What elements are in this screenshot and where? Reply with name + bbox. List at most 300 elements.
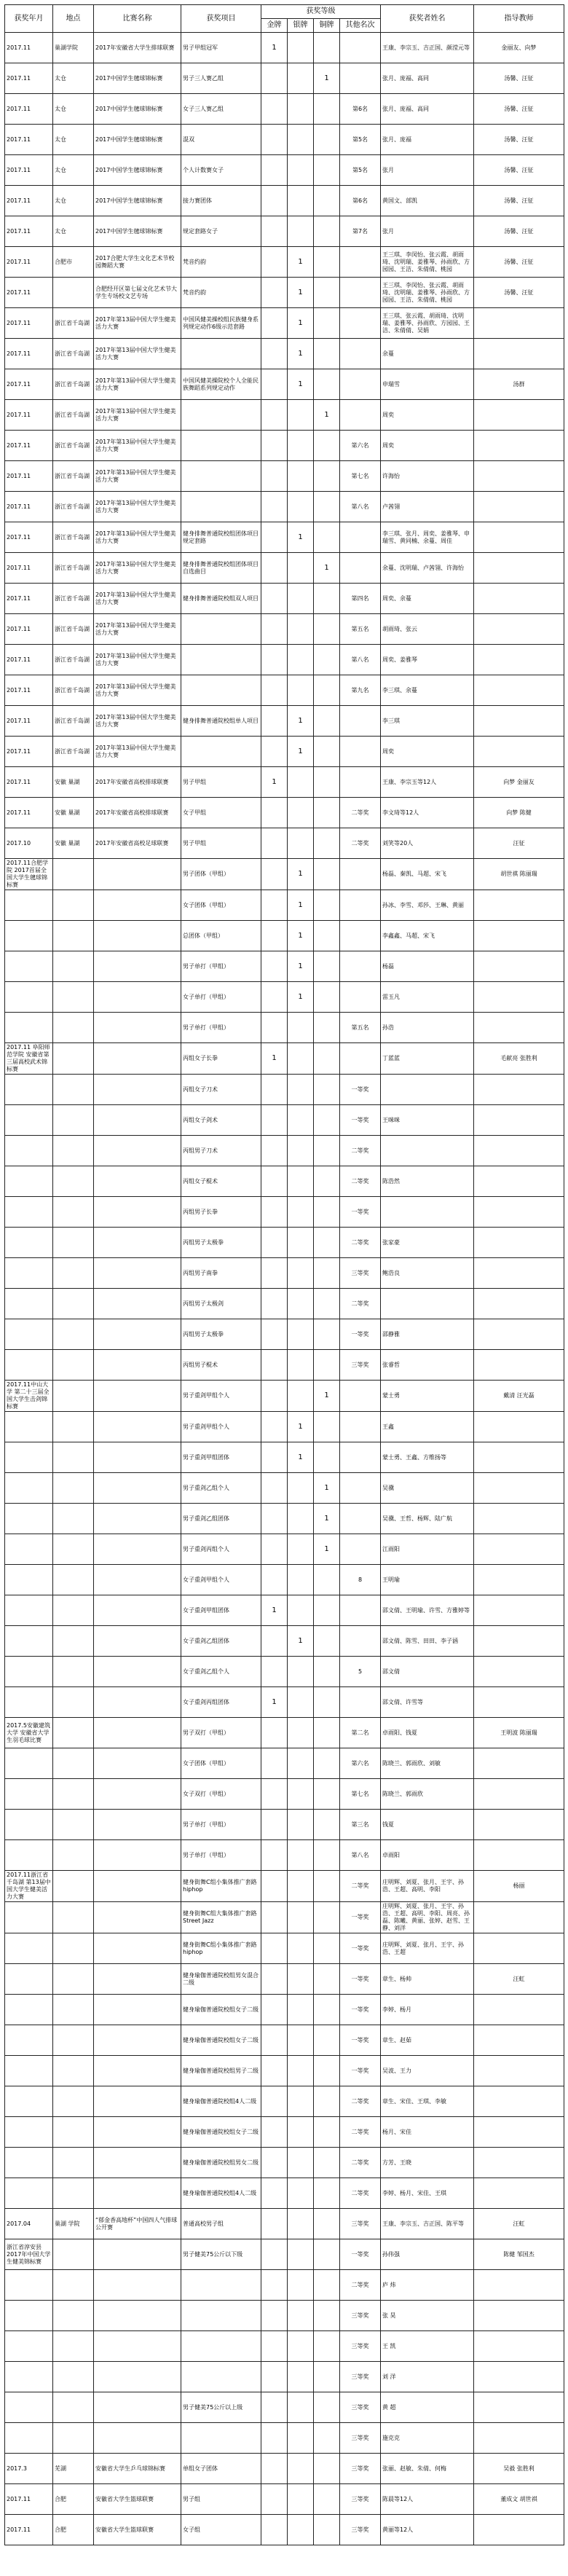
teachers-cell: 汪虹 (474, 1964, 564, 1995)
bronze-cell (314, 2392, 340, 2423)
teachers-cell: 汤馨、汪征 (474, 155, 564, 186)
bronze-cell (314, 2025, 340, 2056)
students-cell: 李三琪 (381, 706, 474, 737)
teachers-cell (474, 2362, 564, 2392)
event-cell: 2017年第13届中国大学生健美活力大赛 (94, 522, 181, 553)
table-row (5, 1136, 564, 1166)
gold-cell (261, 614, 288, 645)
silver-cell (288, 2025, 314, 2056)
table-row (5, 1473, 564, 1504)
project-cell: 健身瑜伽普通院校组女子二级 (181, 1995, 261, 2025)
gold-cell (261, 247, 288, 278)
project-cell: 男子健美75公斤以下级 (181, 2239, 261, 2270)
project-cell: 男子单打（甲组） (181, 1013, 261, 1043)
event-cell (94, 1319, 181, 1350)
table-row (5, 1105, 564, 1136)
silver-cell: 1 (288, 737, 314, 767)
event-cell: 2017年第13届中国大学生健美活力大赛 (94, 737, 181, 767)
gold-cell (261, 522, 288, 553)
event-cell (94, 1779, 181, 1810)
event-cell (94, 1166, 181, 1197)
place-cell: 太仓 (53, 125, 94, 155)
table-row (5, 247, 564, 278)
other-cell: 第八名 (340, 1840, 381, 1871)
other-cell (340, 859, 381, 890)
time-cell (5, 2025, 53, 2056)
table-row (5, 339, 564, 369)
table-row (5, 1748, 564, 1779)
gold-cell (261, 1289, 288, 1319)
place-cell (53, 2423, 94, 2454)
award-table-document (4, 4, 564, 2545)
students-cell: 黄丽等12人 (381, 2515, 474, 2545)
place-cell: 浙江省千岛湖 (53, 431, 94, 461)
bronze-cell (314, 1902, 340, 1933)
teachers-cell: 董成文 胡世祺 (474, 2484, 564, 2515)
project-cell: 丙组女子刀术 (181, 1075, 261, 1105)
students-cell: 周奕 (381, 400, 474, 431)
project-cell: 男子重剑乙组个人 (181, 1473, 261, 1504)
event-cell (94, 1933, 181, 1964)
students-cell: 吴骥 (381, 1473, 474, 1504)
other-cell: 第6名 (340, 186, 381, 216)
bronze-cell (314, 1075, 340, 1105)
table-row (5, 584, 564, 614)
teachers-cell (474, 553, 564, 584)
other-cell: 一等奖 (340, 2025, 381, 2056)
project-cell: 健身排舞普通院校组团体项目自选曲目 (181, 553, 261, 584)
students-cell: 王三琪、李闵怡、张云霞、胡雨琦、沈明瑞、姜雅琴、孙雨欣、方园园、王洁、朱倩倩、桃园 (381, 278, 474, 308)
students-cell: 王明瑜 (381, 1565, 474, 1595)
bronze-cell (314, 2301, 340, 2331)
bronze-cell (314, 890, 340, 921)
gold-cell (261, 1748, 288, 1779)
bronze-cell: 1 (314, 400, 340, 431)
project-cell: 男子健美75公斤以上级 (181, 2392, 261, 2423)
gold-cell (261, 1534, 288, 1565)
gold-cell (261, 982, 288, 1013)
time-cell (5, 1136, 53, 1166)
bronze-cell: 1 (314, 1381, 340, 1412)
project-cell: 丙组男子长拳 (181, 1197, 261, 1228)
time-cell: 2017.11 (5, 737, 53, 767)
time-cell: 2017.11浙江省千岛湖 第13届中国大学生健美活力大赛 (5, 1871, 53, 1902)
gold-cell (261, 828, 288, 859)
time-cell (5, 1902, 53, 1933)
event-cell (94, 982, 181, 1013)
project-cell: 女子双打（甲组） (181, 1779, 261, 1810)
project-cell: 健身排舞普通院校组单人项目 (181, 706, 261, 737)
silver-cell: 1 (288, 1442, 314, 1473)
header-event: 比赛名称 (94, 5, 181, 33)
project-cell: 健身瑜伽普通院校组4人二级 (181, 2086, 261, 2117)
silver-cell: 1 (288, 706, 314, 737)
project-cell: 丙组女子剑术 (181, 1105, 261, 1136)
students-cell: 余蔓、沈明瑞、卢茜翎、许海怡 (381, 553, 474, 584)
teachers-cell (474, 492, 564, 522)
bronze-cell (314, 2362, 340, 2392)
place-cell (53, 1565, 94, 1595)
project-cell: 健身瑜伽普通院校组男女二级 (181, 2148, 261, 2178)
project-cell: 健身瑜伽普通院校组男子二级 (181, 2056, 261, 2086)
project-cell: 中国风健美操校组民族健身系列规定动作6级示范套路 (181, 308, 261, 339)
time-cell: 2017.11 (5, 675, 53, 706)
bronze-cell (314, 706, 340, 737)
bronze-cell (314, 369, 340, 400)
project-cell: 规定套路女子 (181, 216, 261, 247)
gold-cell (261, 737, 288, 767)
project-cell: 女子重剑甲组个人 (181, 1565, 261, 1595)
gold-cell (261, 1381, 288, 1412)
project-cell (181, 431, 261, 461)
time-cell: 2017.11 (5, 125, 53, 155)
event-cell (94, 859, 181, 890)
event-cell (94, 2178, 181, 2209)
event-cell (94, 1687, 181, 1718)
place-cell: 浙江省千岛湖 (53, 461, 94, 492)
bronze-cell (314, 1043, 340, 1075)
silver-cell (288, 1718, 314, 1748)
other-cell: 一等奖 (340, 1995, 381, 2025)
other-cell: 第八名 (340, 492, 381, 522)
project-cell: 梵音约韵 (181, 278, 261, 308)
bronze-cell: 1 (314, 63, 340, 94)
other-cell: 三等奖 (340, 2392, 381, 2423)
students-cell: 杨磊 (381, 951, 474, 982)
event-cell (94, 2086, 181, 2117)
silver-cell (288, 1013, 314, 1043)
teachers-cell: 金丽友、向梦 (474, 33, 564, 63)
place-cell (53, 1166, 94, 1197)
place-cell (53, 1381, 94, 1412)
place-cell: 浙江省千岛湖 (53, 614, 94, 645)
place-cell: 浙江省千岛湖 (53, 645, 94, 675)
teachers-cell (474, 2270, 564, 2301)
gold-cell (261, 553, 288, 584)
silver-cell (288, 553, 314, 584)
bronze-cell (314, 2484, 340, 2515)
place-cell (53, 1534, 94, 1565)
table-row (5, 1412, 564, 1442)
award-table (4, 4, 564, 2545)
silver-cell (288, 492, 314, 522)
project-cell (181, 675, 261, 706)
other-cell: 第六名 (340, 1748, 381, 1779)
time-cell: 浙江省淳安县 2017年中国大学生健美锦标赛 (5, 2239, 53, 2270)
event-cell: 2017年第13届中国大学生健美活力大赛 (94, 675, 181, 706)
project-cell: 丙组男子刀术 (181, 1136, 261, 1166)
teachers-cell (474, 400, 564, 431)
gold-cell (261, 921, 288, 951)
students-cell: 章生、杨帅 (381, 1964, 474, 1995)
table-row (5, 1319, 564, 1350)
silver-cell (288, 1350, 314, 1381)
time-cell (5, 1687, 53, 1718)
event-cell (94, 1995, 181, 2025)
silver-cell (288, 1657, 314, 1687)
event-cell (94, 2025, 181, 2056)
gold-cell (261, 951, 288, 982)
bronze-cell (314, 1442, 340, 1473)
silver-cell (288, 2423, 314, 2454)
teachers-cell (474, 1902, 564, 1933)
teachers-cell (474, 1013, 564, 1043)
silver-cell (288, 1748, 314, 1779)
project-cell: 丙组女子棍术 (181, 1166, 261, 1197)
event-cell: 2017年第13届中国大学生健美活力大赛 (94, 431, 181, 461)
event-cell (94, 1013, 181, 1043)
teachers-cell (474, 1136, 564, 1166)
students-cell: 张月、庞福、高同 (381, 63, 474, 94)
place-cell (53, 1871, 94, 1902)
place-cell (53, 2178, 94, 2209)
students-cell: 邵静雅 (381, 1319, 474, 1350)
time-cell: 2017.11 (5, 155, 53, 186)
project-cell: 男子甲组 (181, 767, 261, 798)
event-cell (94, 1964, 181, 1995)
project-cell: 男子重剑丙组个人 (181, 1534, 261, 1565)
gold-cell (261, 1075, 288, 1105)
time-cell (5, 2331, 53, 2362)
teachers-cell (474, 1504, 564, 1534)
gold-cell (261, 1228, 288, 1258)
table-row (5, 798, 564, 828)
table-row (5, 1902, 564, 1933)
time-cell (5, 1748, 53, 1779)
gold-cell (261, 216, 288, 247)
table-row (5, 890, 564, 921)
table-row (5, 2239, 564, 2270)
table-row (5, 1964, 564, 1995)
silver-cell (288, 1258, 314, 1289)
table-row (5, 1595, 564, 1626)
place-cell (53, 1964, 94, 1995)
other-cell: 二等奖 (340, 1166, 381, 1197)
table-row (5, 982, 564, 1013)
place-cell: 太仓 (53, 155, 94, 186)
students-cell: 李文琦等12人 (381, 798, 474, 828)
event-cell: 2017中国学生毽球锦标赛 (94, 155, 181, 186)
place-cell (53, 1412, 94, 1442)
gold-cell (261, 2301, 288, 2331)
project-cell (181, 339, 261, 369)
students-cell: 张丽、赵敏、朱倩、何梅 (381, 2454, 474, 2484)
students-cell: 周奕 (381, 737, 474, 767)
event-cell: 2017年安徽省高校足球联赛 (94, 828, 181, 859)
bronze-cell (314, 2178, 340, 2209)
table-row (5, 859, 564, 890)
bronze-cell: 1 (314, 1473, 340, 1504)
gold-cell (261, 2209, 288, 2239)
event-cell (94, 2362, 181, 2392)
time-cell: 2017.11 (5, 614, 53, 645)
table-row (5, 369, 564, 400)
time-cell (5, 2148, 53, 2178)
project-cell (181, 737, 261, 767)
gold-cell (261, 1657, 288, 1687)
silver-cell (288, 828, 314, 859)
table-row (5, 614, 564, 645)
table-row (5, 2362, 564, 2392)
silver-cell (288, 186, 314, 216)
time-cell (5, 1197, 53, 1228)
silver-cell: 1 (288, 921, 314, 951)
silver-cell (288, 1933, 314, 1964)
table-row (5, 2025, 564, 2056)
project-cell (181, 2301, 261, 2331)
table-row (5, 2117, 564, 2148)
time-cell (5, 2178, 53, 2209)
event-cell (94, 2117, 181, 2148)
place-cell (53, 859, 94, 890)
silver-cell (288, 63, 314, 94)
project-cell: 健身瑜伽普通院校组女子二级 (181, 2025, 261, 2056)
other-cell: 第六名 (340, 431, 381, 461)
project-cell: 健身瑜伽普通院校组4人二级 (181, 2178, 261, 2209)
silver-cell (288, 1534, 314, 1565)
project-cell: 丙组男子太极拳 (181, 1228, 261, 1258)
time-cell (5, 1657, 53, 1687)
event-cell (94, 1657, 181, 1687)
table-row (5, 2331, 564, 2362)
event-cell (94, 1350, 181, 1381)
time-cell: 2017.11 (5, 247, 53, 278)
event-cell (94, 2148, 181, 2178)
event-cell (94, 1626, 181, 1657)
table-row (5, 522, 564, 553)
students-cell (381, 1136, 474, 1166)
bronze-cell (314, 737, 340, 767)
bronze-cell (314, 1166, 340, 1197)
place-cell (53, 1350, 94, 1381)
table-row (5, 1166, 564, 1197)
teachers-cell (474, 2025, 564, 2056)
bronze-cell (314, 951, 340, 982)
event-cell (94, 1136, 181, 1166)
teachers-cell: 汤馨、汪征 (474, 278, 564, 308)
bronze-cell (314, 1748, 340, 1779)
place-cell (53, 1748, 94, 1779)
silver-cell (288, 767, 314, 798)
bronze-cell: 1 (314, 1534, 340, 1565)
other-cell (340, 369, 381, 400)
other-cell (340, 1504, 381, 1534)
table-row (5, 1013, 564, 1043)
event-cell: 2017年第13届中国大学生健美活力大赛 (94, 645, 181, 675)
gold-cell: 1 (261, 1687, 288, 1718)
gold-cell (261, 2331, 288, 2362)
bronze-cell (314, 461, 340, 492)
event-cell: 2017年第13届中国大学生健美活力大赛 (94, 614, 181, 645)
table-row (5, 216, 564, 247)
silver-cell (288, 1043, 314, 1075)
gold-cell (261, 706, 288, 737)
table-row (5, 1534, 564, 1565)
bronze-cell (314, 1136, 340, 1166)
project-cell (181, 2362, 261, 2392)
event-cell: 2017年安徽省高校排球联赛 (94, 767, 181, 798)
event-cell: 2017年第13届中国大学生健美活力大赛 (94, 706, 181, 737)
students-cell: 张睿哲 (381, 1350, 474, 1381)
place-cell (53, 1043, 94, 1075)
time-cell: 2017.11 (5, 63, 53, 94)
bronze-cell: 1 (314, 553, 340, 584)
place-cell (53, 1105, 94, 1136)
teachers-cell (474, 1350, 564, 1381)
table-row (5, 921, 564, 951)
other-cell: 第四名 (340, 584, 381, 614)
time-cell: 2017.11 (5, 2515, 53, 2545)
time-cell: 2017.11 (5, 522, 53, 553)
table-row (5, 1626, 564, 1657)
bronze-cell (314, 982, 340, 1013)
place-cell (53, 1075, 94, 1105)
other-cell: 8 (340, 1565, 381, 1595)
project-cell: 女子组 (181, 2515, 261, 2545)
teachers-cell (474, 1228, 564, 1258)
project-cell: 男子甲组 (181, 828, 261, 859)
event-cell: “郁金香高地杯”中国四人气排球公开赛 (94, 2209, 181, 2239)
event-cell (94, 1105, 181, 1136)
silver-cell (288, 1289, 314, 1319)
project-cell: 中国风健美操院校个人全能民族舞蹈系列规定动作 (181, 369, 261, 400)
gold-cell (261, 2178, 288, 2209)
place-cell (53, 1473, 94, 1504)
students-cell: 申瑞雪 (381, 369, 474, 400)
bronze-cell (314, 94, 340, 125)
place-cell: 浙江省千岛湖 (53, 737, 94, 767)
project-cell: 女子甲组 (181, 798, 261, 828)
time-cell (5, 1810, 53, 1840)
students-cell: 施克克 (381, 2423, 474, 2454)
silver-cell: 1 (288, 369, 314, 400)
gold-cell (261, 1810, 288, 1840)
other-cell (340, 767, 381, 798)
gold-cell (261, 584, 288, 614)
project-cell (181, 645, 261, 675)
teachers-cell (474, 1534, 564, 1565)
students-cell: 张月 (381, 216, 474, 247)
students-cell: 蒙士勇、王鑫、方维扬等 (381, 1442, 474, 1473)
bronze-cell (314, 492, 340, 522)
students-cell: 胡雨琦、张云 (381, 614, 474, 645)
table-row (5, 431, 564, 461)
bronze-cell (314, 859, 340, 890)
other-cell: 一等奖 (340, 1197, 381, 1228)
table-row (5, 645, 564, 675)
place-cell: 浙江省千岛湖 (53, 339, 94, 369)
silver-cell (288, 2392, 314, 2423)
other-cell: 二等奖 (340, 1228, 381, 1258)
table-row (5, 1840, 564, 1871)
event-cell: 合肥经开区第七届文化艺术节大学生专场校文艺专场 (94, 278, 181, 308)
bronze-cell (314, 339, 340, 369)
table-row (5, 461, 564, 492)
project-cell (181, 461, 261, 492)
teachers-cell: 吴毅 张胜利 (474, 2454, 564, 2484)
gold-cell (261, 675, 288, 706)
students-cell: 邵文倩、王明瑜、许雪、方雅婷等 (381, 1595, 474, 1626)
gold-cell: 1 (261, 1595, 288, 1626)
bronze-cell (314, 1718, 340, 1748)
teachers-cell: 汪虹 (474, 2209, 564, 2239)
teachers-cell (474, 339, 564, 369)
students-cell: 陈晓兰、郭雨欣、刘敏 (381, 1748, 474, 1779)
other-cell: 第7名 (340, 216, 381, 247)
time-cell (5, 2086, 53, 2117)
teachers-cell (474, 2086, 564, 2117)
silver-cell: 1 (288, 522, 314, 553)
